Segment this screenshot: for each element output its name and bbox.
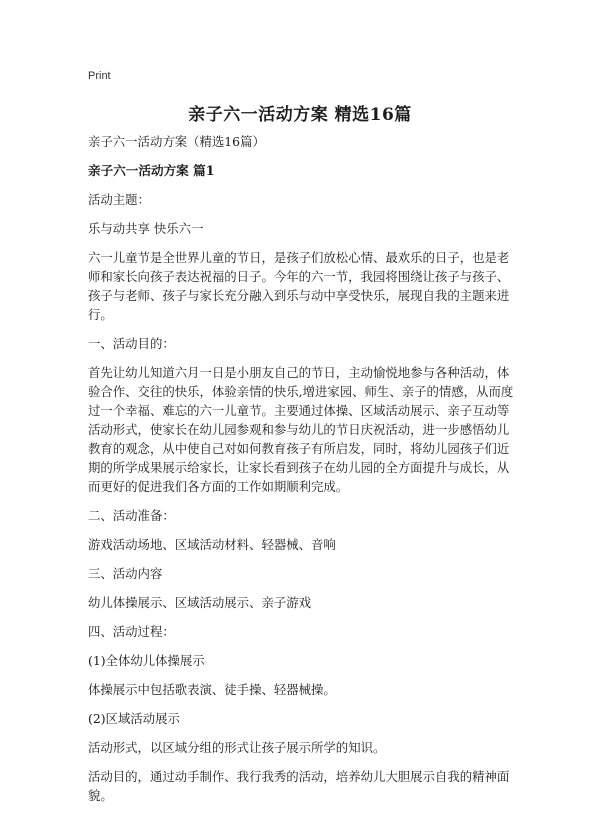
prep-paragraph: 游戏活动场地、区域活动材料、轻器械、音响 xyxy=(88,537,336,552)
prep-heading: 二、活动准备： xyxy=(88,508,175,523)
subtitle: 亲子六一活动方案（精选16篇） xyxy=(88,134,265,149)
document-body xyxy=(88,132,520,815)
theme-value: 乐与动共享 快乐六一 xyxy=(88,221,204,236)
purpose-paragraph: 首先让幼儿知道六月一日是小朋友自己的节日，主动愉悦地参与各种活动，体验合作、交往的快乐，体验亲情的快乐,增进家园、师生、亲子的情感，从而度过一个幸福、难忘的六一儿童节。主要通过体操、区域活动展示、亲子互动等活动形式，使家长在幼儿园参观和参与幼儿的节日庆祝活动，进一步感悟幼儿教育的观念，从中使自己对如何教育孩子有所启发，同时，将幼儿园孩子们近期的所学成果展示给家长，让家长看到孩子在幼儿园的全方面提升与成长，从而更好的促进我们各方面的工作如期顺利完成。 xyxy=(88,365,514,494)
content-heading: 三、活动内容 xyxy=(88,566,163,581)
content-paragraph: 幼儿体操展示、区域活动展示、亲子游戏 xyxy=(88,595,312,610)
step2-form-paragraph: 活动形式，以区域分组的形式让孩子展示所学的知识。 xyxy=(88,740,386,755)
step2-heading: (2)区域活动展示 xyxy=(88,711,180,726)
print-label[interactable]: Print xyxy=(88,70,111,82)
theme-label: 活动主题： xyxy=(88,192,150,207)
step1-heading: (1)全体幼儿体操展示 xyxy=(88,653,205,668)
section-heading: 亲子六一活动方案 篇1 xyxy=(88,163,215,178)
page-title: 亲子六一活动方案 精选16篇 xyxy=(188,105,412,125)
step2-goal-paragraph: 活动目的，通过动手制作、我行我秀的活动，培养幼儿大胆展示自我的精神面貌。 xyxy=(88,769,510,803)
process-heading: 四、活动过程： xyxy=(88,624,175,639)
intro-paragraph: 六一儿童节是全世界儿童的节日，是孩子们放松心情、最欢乐的日子，也是老师和家长向孩子表达祝福的日子。今年的六一节，我园将围绕让孩子与孩子、孩子与老师、孩子与家长充分融入到乐与动中享受快乐，展现自我的主题来进行。 xyxy=(88,250,510,322)
step1-paragraph: 体操展示中包括歌表演、徒手操、轻器械操。 xyxy=(88,682,336,697)
purpose-heading: 一、活动目的： xyxy=(88,336,175,351)
